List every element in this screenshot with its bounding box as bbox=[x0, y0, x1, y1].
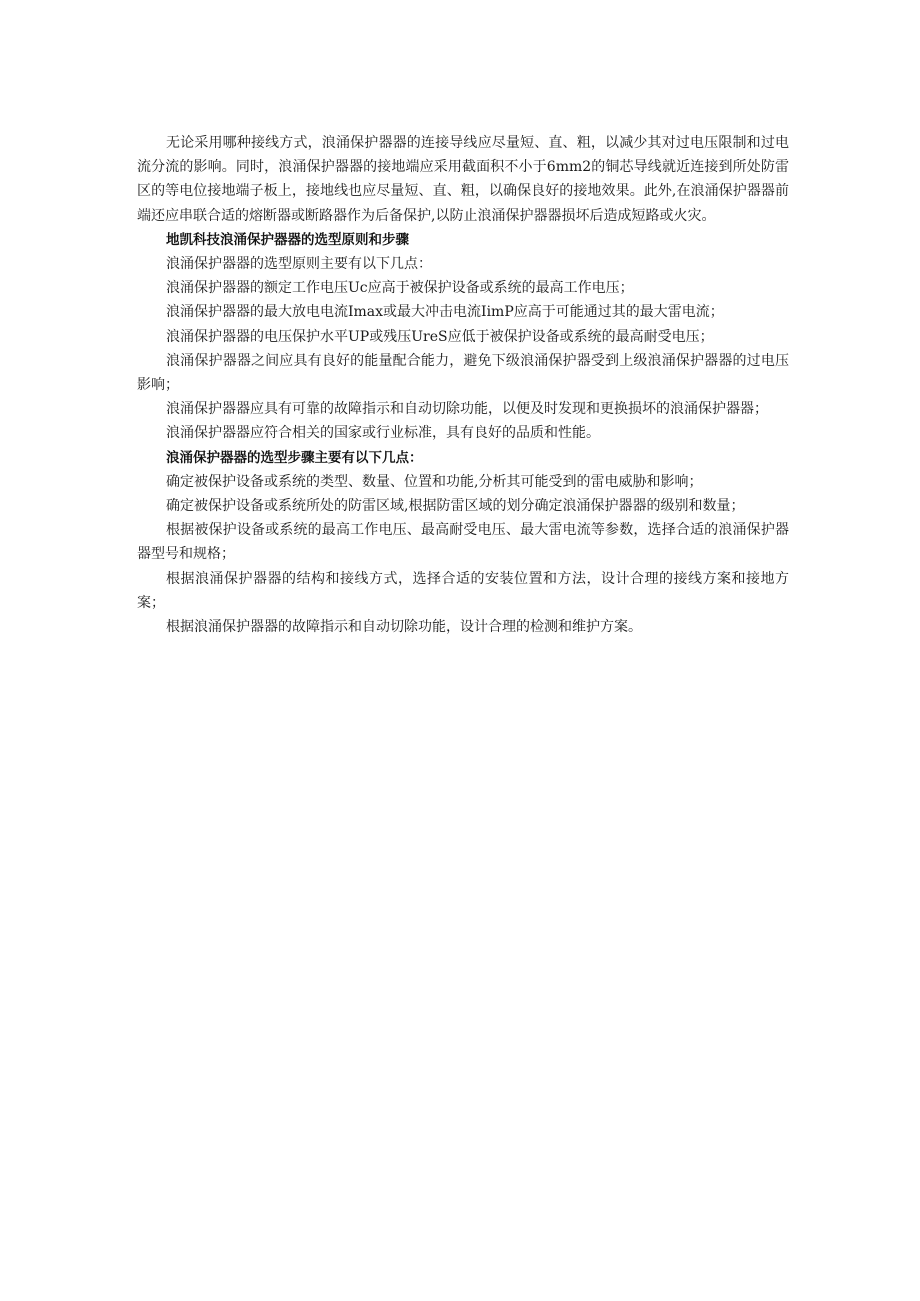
section-heading: 地凯科技浪涌保护器器的选型原则和步骤 bbox=[166, 231, 409, 248]
principle-item: 浪涌保护器器的最大放电电流Imax或最大冲击电流IimP应高于可能通过其的最大雷电流； bbox=[166, 304, 724, 321]
principle-item: 浪涌保护器器应具有可靠的故障指示和自动切除功能，以便及时发现和更换损坏的浪涌保护器器； bbox=[166, 401, 768, 418]
steps-heading: 浪涌保护器器的选型步骤主要有以下几点： bbox=[166, 449, 423, 466]
step-item: 根据浪涌保护器器的结构和接线方式，选择合适的安装位置和方法，设计合理的接线方案和接地方案； bbox=[137, 570, 789, 611]
principle-item: 浪涌保护器器应符合相关的国家或行业标准，具有良好的品质和性能。 bbox=[166, 425, 600, 442]
principle-item: 浪涌保护器器的额定工作电压Uc应高于被保护设备或系统的最高工作电压； bbox=[166, 280, 634, 297]
step-item: 确定被保护设备或系统的类型、数量、位置和功能,分析其可能受到的雷电威胁和影响； bbox=[166, 473, 703, 490]
principle-item: 浪涌保护器器的电压保护水平UP或残压UreS应低于被保护设备或系统的最高耐受电压； bbox=[166, 328, 714, 345]
step-item: 根据浪涌保护器器的故障指示和自动切除功能，设计合理的检测和维护方案。 bbox=[166, 619, 642, 636]
step-item: 根据被保护设备或系统的最高工作电压、最高耐受电压、最大雷电流等参数，选择合适的浪涌保护器器型号和规格； bbox=[137, 522, 789, 563]
principle-item: 浪涌保护器器之间应具有良好的能量配合能力，避免下级浪涌保护器受到上级浪涌保护器器的过电压影响； bbox=[137, 352, 789, 394]
step-item: 确定被保护设备或系统所处的防雷区域,根据防雷区域的划分确定浪涌保护器器的级别和数量； bbox=[166, 498, 745, 515]
intro-paragraph: 无论采用哪种接线方式，浪涌保护器器的连接导线应尽量短、直、粗，以减少其对过电压限制和过电流分流的影响。同时，浪涌保护器器的接地端应采用截面积不小于6mm2的铜芯导线就近连接到所处防雷区的等电位接地端子板上，接地线也应尽量短、直、粗，以确保良好的接地效果。此外,在浪涌保护器器前端还应串联合适的熔断器或断路器作为后备保护,以防止浪涌保护器器损坏后造成短路或火灾。 bbox=[137, 135, 789, 224]
document-body bbox=[137, 131, 789, 639]
principles-intro: 浪涌保护器器的选型原则主要有以下几点： bbox=[166, 256, 432, 273]
